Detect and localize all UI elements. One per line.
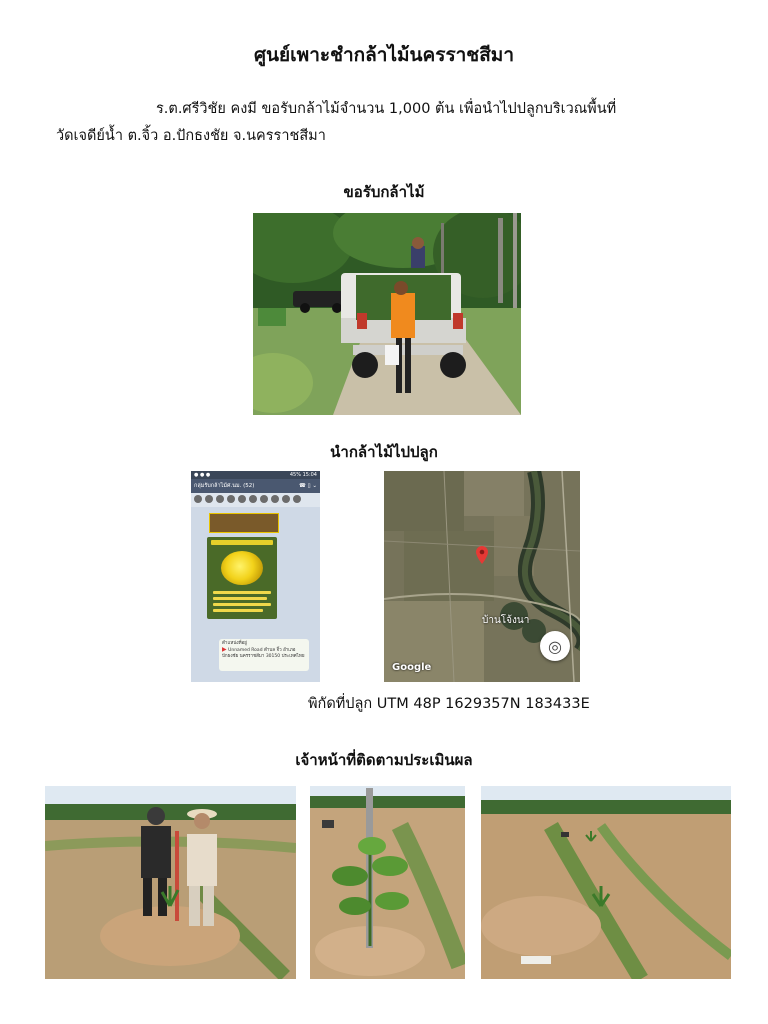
chat-location-message[interactable] <box>219 639 309 671</box>
map-pin-icon[interactable] <box>476 546 488 564</box>
chat-rose-greeting-image <box>207 537 277 619</box>
section-caption-receive: ขอรับกล้าไม้ <box>343 183 425 201</box>
satellite-map[interactable] <box>384 471 580 682</box>
chat-member-avatars <box>191 493 320 507</box>
seedling-closeup-image <box>310 786 465 979</box>
avatar <box>260 495 268 503</box>
status-time: 15:04 <box>302 472 317 478</box>
greeting-text-line <box>213 597 267 600</box>
greeting-title <box>211 540 273 545</box>
location-address: Unnamed Road ตำบล จิ้ว อำเภอ ปักธงชัย นครราชสีมา 30150 ประเทศไทย <box>222 648 305 659</box>
location-title: ตำแหน่งที่อยู่ <box>222 641 247 646</box>
avatar <box>249 495 257 503</box>
planting-coordinates: พิกัดที่ปลูก UTM 48P 1629357N 183433E <box>308 696 590 712</box>
battery-level: 45% <box>289 472 301 478</box>
greeting-text-line <box>213 609 263 612</box>
yellow-rose-icon <box>221 551 263 585</box>
avatar <box>271 495 279 503</box>
chat-sticker-banner <box>209 513 279 533</box>
avatar <box>293 495 301 503</box>
page-title: ศูนย์เพาะชำกล้าไม้นครราชสีมา <box>254 44 514 66</box>
planted-rows-image <box>481 786 731 979</box>
map-place-label: บ้านโจ้งนา <box>482 615 530 626</box>
greeting-text-line <box>213 603 271 606</box>
avatar <box>238 495 246 503</box>
photo-receiving-seedlings <box>253 213 521 415</box>
officers-field-image <box>45 786 296 979</box>
avatar <box>227 495 235 503</box>
chat-header-icons: ☎ ▯ ⌄ <box>299 483 317 489</box>
avatar <box>205 495 213 503</box>
avatar <box>282 495 290 503</box>
photo-planted-rows <box>481 786 731 979</box>
avatar <box>194 495 202 503</box>
photo-officers-in-field <box>45 786 296 979</box>
my-location-icon[interactable]: ◎ <box>540 631 570 661</box>
section-caption-evaluation: เจ้าหน้าที่ติดตามประเมินผล <box>295 751 473 769</box>
google-logo: Google <box>392 662 432 673</box>
chat-screenshot <box>191 471 320 682</box>
intro-line-1: ร.ต.ศรีวิชัย คงมี ขอรับกล้าไม้จำนวน 1,000 ต้น เพื่อนำไปปลูกบริเวณพื้นที่ <box>156 101 617 117</box>
avatar <box>216 495 224 503</box>
truck-scene-image <box>253 213 521 415</box>
status-icons: ● ● ● <box>194 472 211 478</box>
intro-paragraph <box>56 96 716 150</box>
location-pin-icon: ▶ <box>222 646 227 653</box>
phone-status-bar <box>191 471 320 479</box>
chat-group-name: กลุ่มรับกล้าไม้ศ.นม. (52) <box>194 483 255 489</box>
greeting-text-line <box>213 591 271 594</box>
section-caption-planting: นำกล้าไม้ไปปลูก <box>330 443 438 461</box>
status-right <box>290 472 317 478</box>
intro-line-2: วัดเจดีย์น้ำ ต.จิ้ว อ.ปักธงชัย จ.นครราชสีมา <box>56 128 326 144</box>
chat-header <box>191 479 320 493</box>
photo-seedling-closeup <box>310 786 465 979</box>
